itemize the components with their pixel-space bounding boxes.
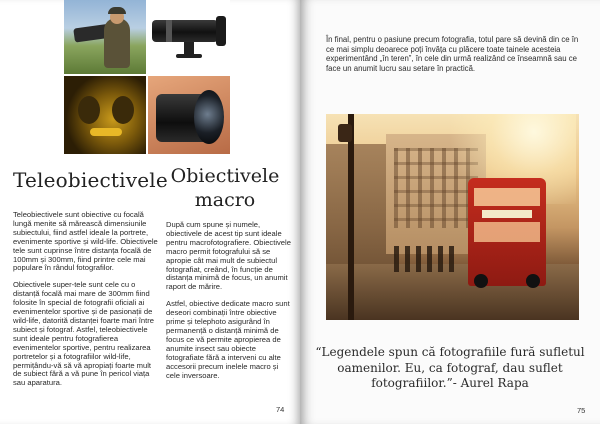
telephoto-paragraph: Teleobiectivele sunt obiective cu focală lungă menite să mărească dimensiunile subiectului, fiind astfel ideale la portrete, evenimente sportive și wild-life. Obiectivele tele sunt cuprinse între distanța focală de 100mm și 300mm, fiind printre cele mai populare în rândul fotografilor. [13,210,158,273]
london-bus-street-photo [326,114,579,320]
telephoto-heading: Teleobiectivele [13,168,168,192]
telephoto-lens-photo [146,0,230,74]
telephoto-paragraph: Obiectivele super-tele sunt cele cu o distanță focală mai mare de 300mm fiind folosite în special de fotografii oficiali ai evenimentelor sportive și de pasionații de wild-life, datorită distanței foarte mari între subiect și fotograf. Astfel, teleobiectivele sunt ideale pentru fotografierea evenimentelor sportive, pentru realizarea portretelor și a fotografiilor wild-life, permițându-vă să vă apropiați foarte mult de subiect fără a vă pune în pericol viața sau aparatura. [13,280,154,388]
page-number-left: 74 [276,405,285,414]
macro-lens-photo [148,76,230,154]
quote-text: “Legendele spun că fotografiile fură sufletul oamenilor. Eu, ca fotograf, dau suflet fotografiilor.”- Aurel Rapa [315,345,585,390]
macro-paragraph: Astfel, obiective dedicate macro sunt deseori combinații între obiective prime și telephoto asigurând în permanență o distanță minimă de focus ce vă permite apropierea de anumite insect sau obiecte fotografiate fără a interveni cu alte accesorii precum inelele macro și cele inversoare. [166,299,290,380]
telephoto-text-column [13,211,159,396]
macro-text-column [166,221,294,388]
photographer-with-telephoto-photo [64,0,146,74]
macro-paragraph: După cum spune și numele, obiectivele de acest tip sunt ideale pentru macrofotografiere. Obiectivele macro permit fotografului să se apropie cât mai mult de subiectul fotografiat, creând, în funcție de distanța minimă de focus, un anumit raport de mărire. [166,220,291,292]
wasp-macro-photo [64,76,146,154]
macro-heading: Obiectivele macro [170,165,280,211]
intro-paragraph: În final, pentru o pasiune precum fotografia, totul pare să devină din ce în ce mai simplu deoarece poți învăța cu plăcere toate tainele acesteia experimentând „în teren”, în cele din urmă realizând ce înseamnă sau ce face un anumit lucru sau setare în practică. [326,35,579,73]
page-number-right: 75 [577,406,586,415]
